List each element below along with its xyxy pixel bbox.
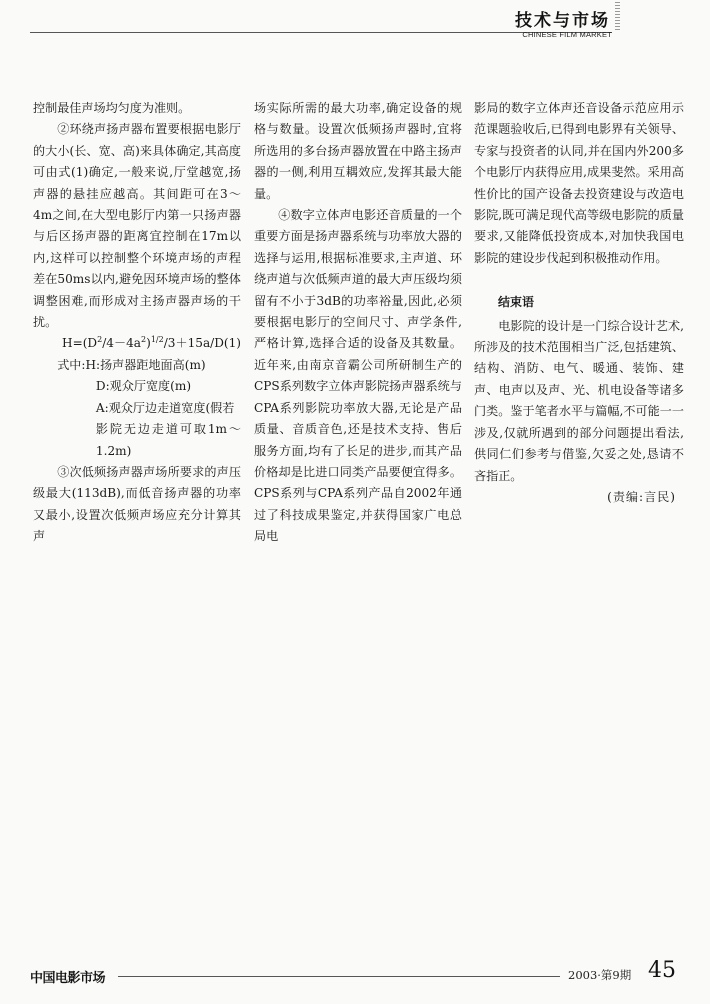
formula-where-h: 式中:H:扬声器距地面高(m) [57,357,206,372]
footer-rule [118,976,560,977]
column-2 [254,98,462,548]
paragraph: 控制最佳声场均匀度为准则。 [33,101,191,115]
paragraph: ②环绕声扬声器布置要根据电影厅的大小(长、宽、高)来具体确定,其高度可由式(1)确定,一般来说,厅堂越宽,扬声器的悬挂应越高。其间距可在3～4m之间,在大型电影厅内第一只扬声器与后区扬声器的距离宜控制在17m以内,这样可以控制整个环境声场的声程差在50ms以内,避免因环境声场的整体调整困难,而形成对主扬声器声场的干扰。 [33,122,241,330]
editor-note: (责编:言民) [607,489,676,504]
section-subtitle: CHINESE FILM MARKET [522,30,612,39]
footer-brand-logo: 中国电影市场 [30,971,106,986]
formula-part: /4－4a [102,336,142,351]
formula-part: ) [146,336,151,351]
formula-where-a-cont: 影院无边走道可取1m～1.2m) [95,422,241,458]
footer-issue: 2003·第9期 [568,968,632,982]
formula-1 [33,333,241,354]
formula-where-d: D:观众厅宽度(m) [95,379,192,394]
section-title: 技术与市场 [515,11,610,31]
formula-sup: 1/2 [150,335,164,345]
paragraph: 影局的数字立体声还音设备示范应用示范课题验收后,已得到电影界有关领导、专家与投资者的认同,并在国内外200多个电影厅内获得应用,成果斐然。采用高性价比的国产设备去投资建设与改造电影院,既可满足现代高等级电影院的质量要求,又能降低投资成本,对加快我国电影院的建设步伐起到积极推动作用。 [474,101,684,265]
formula-part: H=(D [62,336,98,351]
equation-number: (1) [223,336,241,351]
column-3 [474,98,684,508]
formula-part: /3＋15a/D [163,336,224,351]
paragraph: ③次低频扬声器声场所要求的声压级最大(113dB),而低音扬声器的功率又最小,设置次低频声场应充分计算其声 [33,464,241,544]
formula-sup: 2 [97,335,103,345]
column-1 [33,98,241,548]
paragraph: ④数字立体声电影还音质量的一个重要方面是扬声器系统与功率放大器的选择与运用,根据标准要求,主声道、环绕声道与次低频声道的最大声压级均须留有不小于3dB的功率裕量,因此,必须要根据电影厅的空间尺寸、声学条件,严格计算,选择合适的设备及其数量。近年来,由南京音霸公司所研制生产的CPS系列数字立体声影院扬声器系统与CPA系列影院功率放大器,无论是产品质量、音质音色,还是技术支持、售后服务方面,均有了长足的进步,而其产品价格却是比进口同类产品要便宜得多。CPS系列与CPA系列产品自2002年通过了科技成果鉴定,并获得国家广电总局电 [254,208,462,544]
paragraph: 场实际所需的最大功率,确定设备的规格与数量。设置次低频扬声器时,宜将所选用的多台扬声器放置在中路主扬声器的一侧,利用互耦效应,发挥其最大能量。 [254,101,462,201]
formula-sup: 2 [141,335,147,345]
page-number: 45 [648,958,676,983]
formula-where-a: A:观众厅边走道宽度(假若 [95,400,235,415]
paragraph: 电影院的设计是一门综合设计艺术,所涉及的技术范围相当广泛,包括建筑、结构、消防、电气、暖通、装饰、建声、电声以及声、光、机电设备等诸多门类。鉴于笔者水平与篇幅,不可能一一涉及,仅就所遇到的部分问题提出看法,供同仁们参考与借鉴,欠妥之处,恳请不吝指正。 [474,318,684,483]
conclusion-heading: 结束语 [498,295,535,310]
header-edge-bars [615,2,620,32]
